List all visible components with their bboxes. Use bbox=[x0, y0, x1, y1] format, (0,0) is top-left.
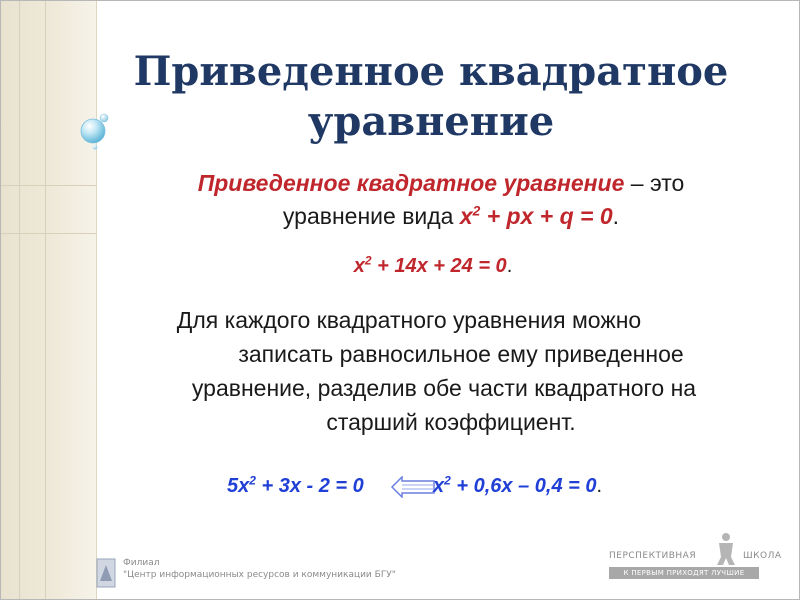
bubbles-icon bbox=[71, 109, 115, 153]
original-rest: + 3x - 2 = 0 bbox=[255, 475, 364, 497]
decorative-side-band bbox=[1, 1, 97, 599]
paragraph-line-4: старший коэффициент. bbox=[326, 409, 576, 435]
general-formula bbox=[460, 203, 613, 229]
band-stripe bbox=[19, 1, 20, 599]
band-stripe bbox=[1, 185, 97, 186]
brand-tagline: К ПЕРВЫМ ПРИХОДЯТ ЛУЧШИЕ bbox=[609, 567, 759, 579]
organization-caption bbox=[123, 557, 396, 581]
original-exponent: 2 bbox=[249, 473, 256, 488]
slide-title: Приведенное квадратное уравнение bbox=[133, 48, 729, 145]
brand-word-right: ШКОЛА bbox=[743, 551, 782, 561]
paragraph-line-3: уравнение, разделив обе части квадратного на bbox=[191, 375, 697, 401]
formula-rest: + px + q = 0 bbox=[480, 203, 613, 229]
double-left-arrow-icon bbox=[390, 476, 436, 498]
definition-period: . bbox=[612, 203, 620, 229]
definition-term: Приведенное квадратное уравнение bbox=[197, 170, 625, 196]
reduced-equation bbox=[433, 471, 673, 501]
explanation-paragraph bbox=[101, 303, 781, 439]
definition-line-1 bbox=[121, 167, 761, 199]
reduced-rest: + 0,6x – 0,4 = 0 bbox=[450, 475, 597, 497]
band-stripe bbox=[1, 233, 97, 234]
brand-word-left: ПЕРСПЕКТИВНАЯ bbox=[609, 551, 697, 561]
example-rest: + 14x + 24 = 0 bbox=[371, 255, 507, 277]
original-base: 5x bbox=[227, 475, 250, 497]
school-brand bbox=[609, 531, 782, 583]
reduced-exponent: 2 bbox=[444, 473, 451, 488]
reduced-period: . bbox=[596, 475, 603, 497]
example-exponent: 2 bbox=[364, 253, 372, 268]
paragraph-line-2: записать равносильное ему приведенное bbox=[238, 341, 684, 367]
example-base: x bbox=[353, 255, 365, 277]
band-stripe bbox=[45, 1, 46, 599]
reduced-base: x bbox=[433, 475, 445, 497]
formula-exponent: 2 bbox=[472, 203, 481, 219]
example-equation bbox=[233, 251, 633, 281]
definition-dash-text: – это bbox=[624, 170, 685, 196]
definition-intro: уравнение вида bbox=[282, 203, 460, 229]
organization-line-1: Филиал bbox=[123, 558, 160, 568]
formula-base: x bbox=[459, 203, 473, 229]
organization-line-2: "Центр информационных ресурсов и коммуникации БГУ" bbox=[123, 570, 396, 580]
example-period: . bbox=[506, 255, 513, 277]
university-logo-icon bbox=[95, 557, 119, 591]
paragraph-line-1: Для каждого квадратного уравнения можно bbox=[176, 307, 642, 333]
definition-line-2 bbox=[161, 199, 741, 233]
brand-figure-icon bbox=[709, 531, 743, 567]
